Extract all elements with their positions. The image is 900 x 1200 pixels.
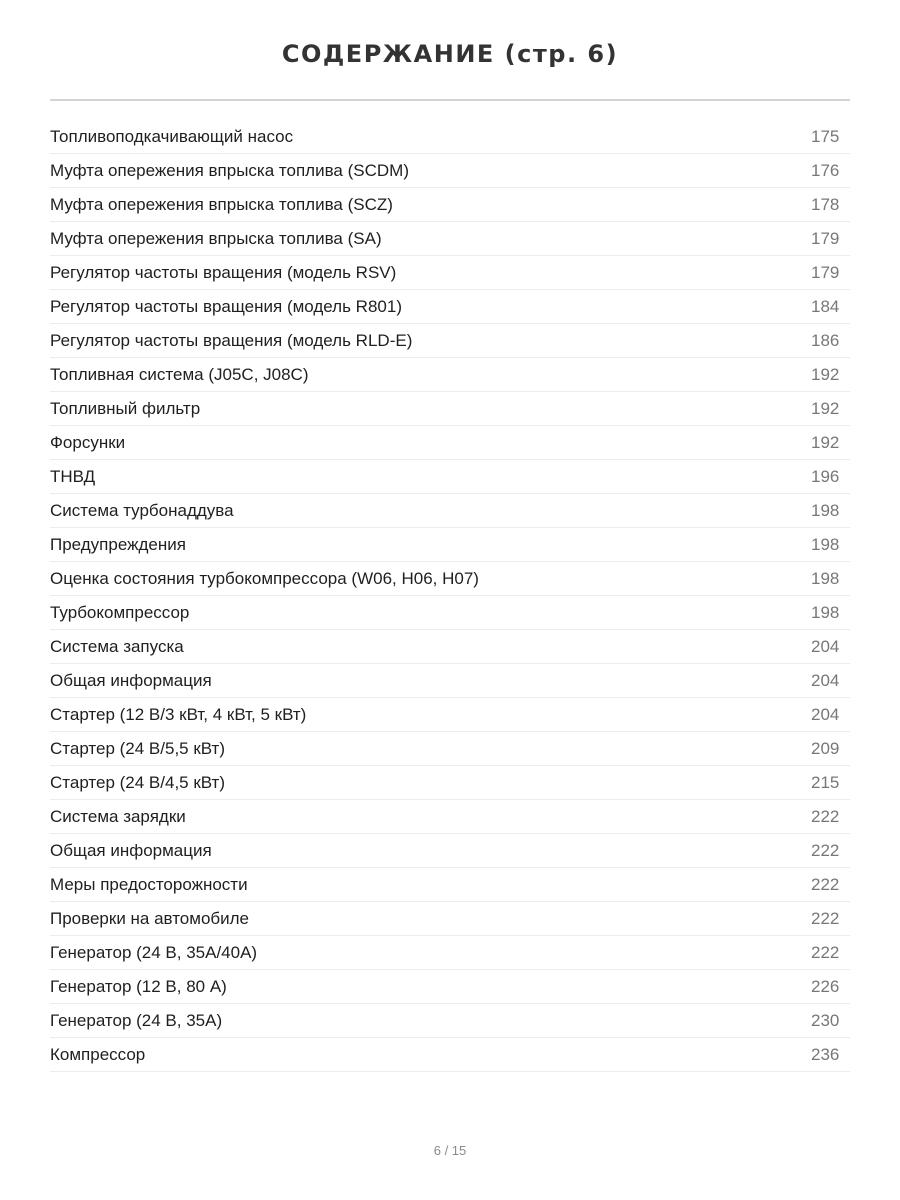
toc-entry[interactable] (50, 460, 850, 494)
toc-entry-title: Муфта опережения впрыска топлива (SCDM) (50, 160, 409, 180)
toc-entry[interactable] (50, 290, 850, 324)
toc-entry-title: Регулятор частоты вращения (модель RLD-E) (50, 330, 413, 350)
toc-entry-page-number: 198 (811, 534, 840, 554)
toc-entry-title: Оценка состояния турбокомпрессора (W06, H06, H07) (50, 568, 479, 588)
toc-entry-page-number: 198 (811, 568, 840, 588)
toc-entry-title: Форсунки (50, 432, 126, 452)
toc-entry-title: Стартер (24 В/4,5 кВт) (50, 772, 226, 792)
toc-entry-page-number: 209 (811, 738, 840, 758)
toc-entry-page-number: 175 (811, 126, 840, 146)
toc-entry[interactable] (50, 358, 850, 392)
toc-entry[interactable] (50, 834, 850, 868)
toc-entry-title: Стартер (12 В/3 кВт, 4 кВт, 5 кВт) (50, 704, 307, 724)
toc-entry[interactable] (50, 222, 850, 256)
toc-entry-page-number: 192 (811, 364, 840, 384)
toc-entry-title: Система запуска (50, 636, 184, 656)
toc-entry-title: Регулятор частоты вращения (модель R801) (50, 296, 402, 316)
toc-entry[interactable] (50, 154, 850, 188)
toc-entry-page-number: 222 (811, 874, 840, 894)
toc-entry[interactable] (50, 188, 850, 222)
toc-entry[interactable] (50, 970, 850, 1004)
toc-entry[interactable] (50, 256, 850, 290)
toc-entry[interactable] (50, 732, 850, 766)
toc-entry[interactable] (50, 1038, 850, 1072)
toc-entry-page-number: 204 (811, 704, 840, 724)
toc-entry[interactable] (50, 528, 850, 562)
toc-entry-title: Система зарядки (50, 806, 186, 826)
toc-entry[interactable] (50, 800, 850, 834)
toc-entry-page-number: 222 (811, 908, 840, 928)
toc-entry[interactable] (50, 494, 850, 528)
toc-entry-title: Проверки на автомобиле (50, 908, 250, 928)
toc-entry[interactable] (50, 868, 850, 902)
toc-entry[interactable] (50, 562, 850, 596)
toc-entry-title: Муфта опережения впрыска топлива (SA) (50, 228, 382, 248)
toc-entry[interactable] (50, 1004, 850, 1038)
toc-entry[interactable] (50, 426, 850, 460)
toc-entry-page-number: 222 (811, 806, 840, 826)
toc-entry-title: Компрессор (50, 1044, 146, 1064)
toc-entry-title: Топливная система (J05C, J08C) (50, 364, 309, 384)
toc-entry-page-number: 192 (811, 432, 840, 452)
toc-entry-title: Предупреждения (50, 534, 186, 554)
toc-entry-title: Общая информация (50, 840, 212, 860)
toc-entry-page-number: 204 (811, 636, 840, 656)
toc-entry-page-number: 226 (811, 976, 840, 996)
toc-entry-page-number: 215 (811, 772, 840, 792)
toc-entry-page-number: 236 (811, 1044, 840, 1064)
toc-entry-page-number: 179 (811, 262, 840, 282)
toc-entry-title: Муфта опережения впрыска топлива (SCZ) (50, 194, 393, 214)
toc-entry-title: Генератор (24 В, 35А) (50, 1010, 223, 1030)
toc-entry-page-number: 186 (811, 330, 840, 350)
toc-entry-title: ТНВД (50, 466, 96, 486)
toc-entry-page-number: 176 (811, 160, 840, 180)
page-title: СОДЕРЖАНИЕ (стр. 6) (281, 40, 619, 68)
toc-entry-page-number: 179 (811, 228, 840, 248)
toc-entry-title: Генератор (12 В, 80 А) (50, 976, 227, 996)
toc-entry-title: Регулятор частоты вращения (модель RSV) (50, 262, 397, 282)
toc-list (50, 120, 850, 1072)
toc-entry[interactable] (50, 698, 850, 732)
page-counter: 6 / 15 (433, 1143, 467, 1158)
toc-entry-page-number: 230 (811, 1010, 840, 1030)
toc-entry[interactable] (50, 630, 850, 664)
toc-entry[interactable] (50, 902, 850, 936)
toc-entry-title: Общая информация (50, 670, 212, 690)
toc-entry-page-number: 198 (811, 500, 840, 520)
toc-entry-title: Стартер (24 В/5,5 кВт) (50, 738, 226, 758)
toc-entry-title: Топливоподкачивающий насос (50, 126, 294, 146)
toc-entry[interactable] (50, 120, 850, 154)
toc-entry-page-number: 178 (811, 194, 840, 214)
toc-entry-title: Меры предосторожности (50, 874, 248, 894)
toc-entry-page-number: 198 (811, 602, 840, 622)
toc-entry-title: Система турбонаддува (50, 500, 234, 520)
toc-entry-page-number: 196 (811, 466, 840, 486)
toc-entry[interactable] (50, 392, 850, 426)
toc-entry[interactable] (50, 766, 850, 800)
title-divider (50, 99, 850, 101)
toc-entry[interactable] (50, 664, 850, 698)
toc-entry-page-number: 184 (811, 296, 840, 316)
toc-entry[interactable] (50, 324, 850, 358)
toc-entry-title: Турбокомпрессор (50, 602, 190, 622)
toc-entry-title: Генератор (24 В, 35А/40А) (50, 942, 258, 962)
toc-entry-page-number: 222 (811, 942, 840, 962)
toc-entry[interactable] (50, 596, 850, 630)
toc-entry[interactable] (50, 936, 850, 970)
toc-entry-page-number: 204 (811, 670, 840, 690)
toc-entry-page-number: 192 (811, 398, 840, 418)
toc-entry-page-number: 222 (811, 840, 840, 860)
toc-entry-title: Топливный фильтр (50, 398, 201, 418)
